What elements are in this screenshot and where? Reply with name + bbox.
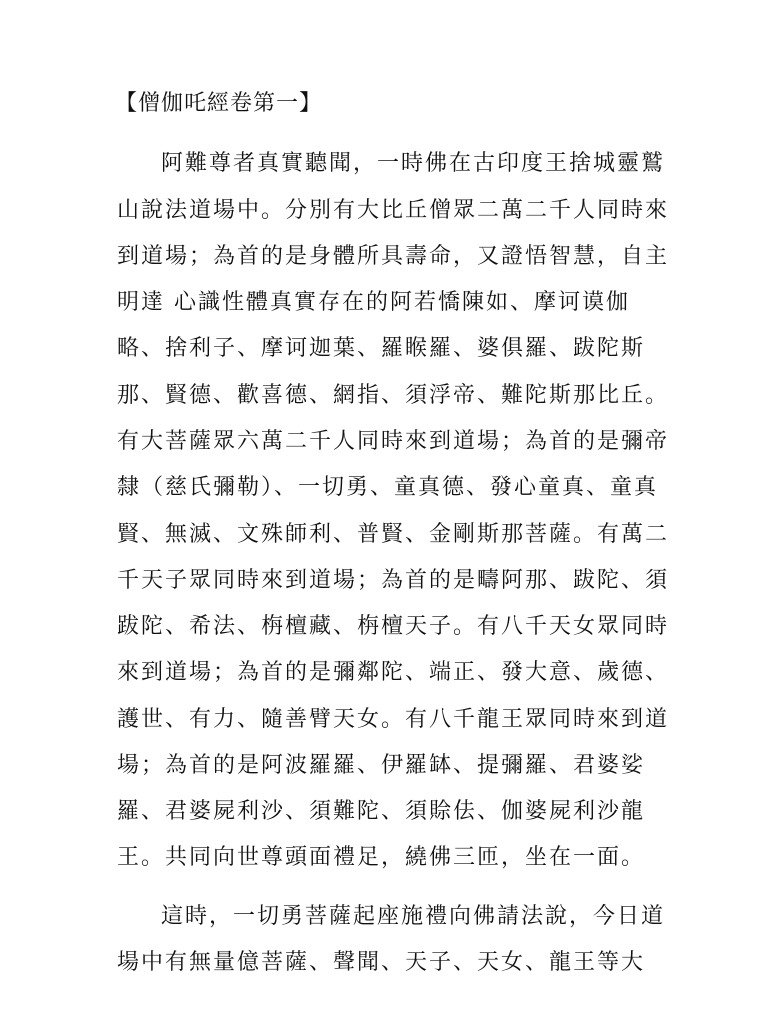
document-title: 【僧伽吒經卷第一】 (115, 91, 323, 116)
text-line: 有大菩薩眾六萬二千人同時來到道場；為首的是彌帝 (117, 429, 670, 454)
text-line: 賢、無滅、文殊師利、普賢、金剛斯那菩薩。有萬二 (117, 522, 670, 547)
text-line: 來到道場；為首的是彌鄰陀、端正、發大意、歲德、 (117, 660, 670, 685)
text-line: 那、賢德、歡喜德、網指、須浮帝、難陀斯那比丘。 (117, 383, 670, 408)
text-line: 略、捨利子、摩诃迦葉、羅睺羅、婆俱羅、跋陀斯 (117, 336, 646, 361)
text-line: 到道場；為首的是身體所具壽命，又證悟智慧，自主 (117, 244, 670, 269)
text-line: 羅、君婆屍利沙、須難陀、須賒佉、伽婆屍利沙龍 (117, 799, 646, 824)
text-line: 千天子眾同時來到道場；為首的是疇阿那、跋陀、須 (117, 568, 670, 593)
text-line: 護世、有力、隨善臂天女。有八千龍王眾同時來到道 (117, 707, 670, 732)
text-line: 王。共同向世尊頭面禮足，繞佛三匝，坐在一面。 (117, 845, 646, 870)
text-line: 山說法道場中。分別有大比丘僧眾二萬二千人同時來 (117, 198, 670, 223)
text-line: 阿難尊者真實聽聞，一時佛在古印度王捨城靈鷲 (161, 151, 666, 176)
text-line: 跋陀、希法、栴檀藏、栴檀天子。有八千天女眾同時 (117, 614, 670, 639)
text-line: 場；為首的是阿波羅羅、伊羅缽、提彌羅、君婆娑 (117, 753, 646, 778)
text-line: 場中有無量億菩薩、聲聞、天子、天女、龍王等大 (117, 950, 646, 975)
text-line: 明達 心識性體真實存在的阿若憍陳如、摩诃谟伽 (117, 290, 630, 315)
text-line: 隸（慈氏彌勒）、一切勇、童真德、發心童真、童真 (117, 475, 659, 500)
text-line: 這時，一切勇菩薩起座施禮向佛請法說，今日道 (161, 904, 666, 929)
